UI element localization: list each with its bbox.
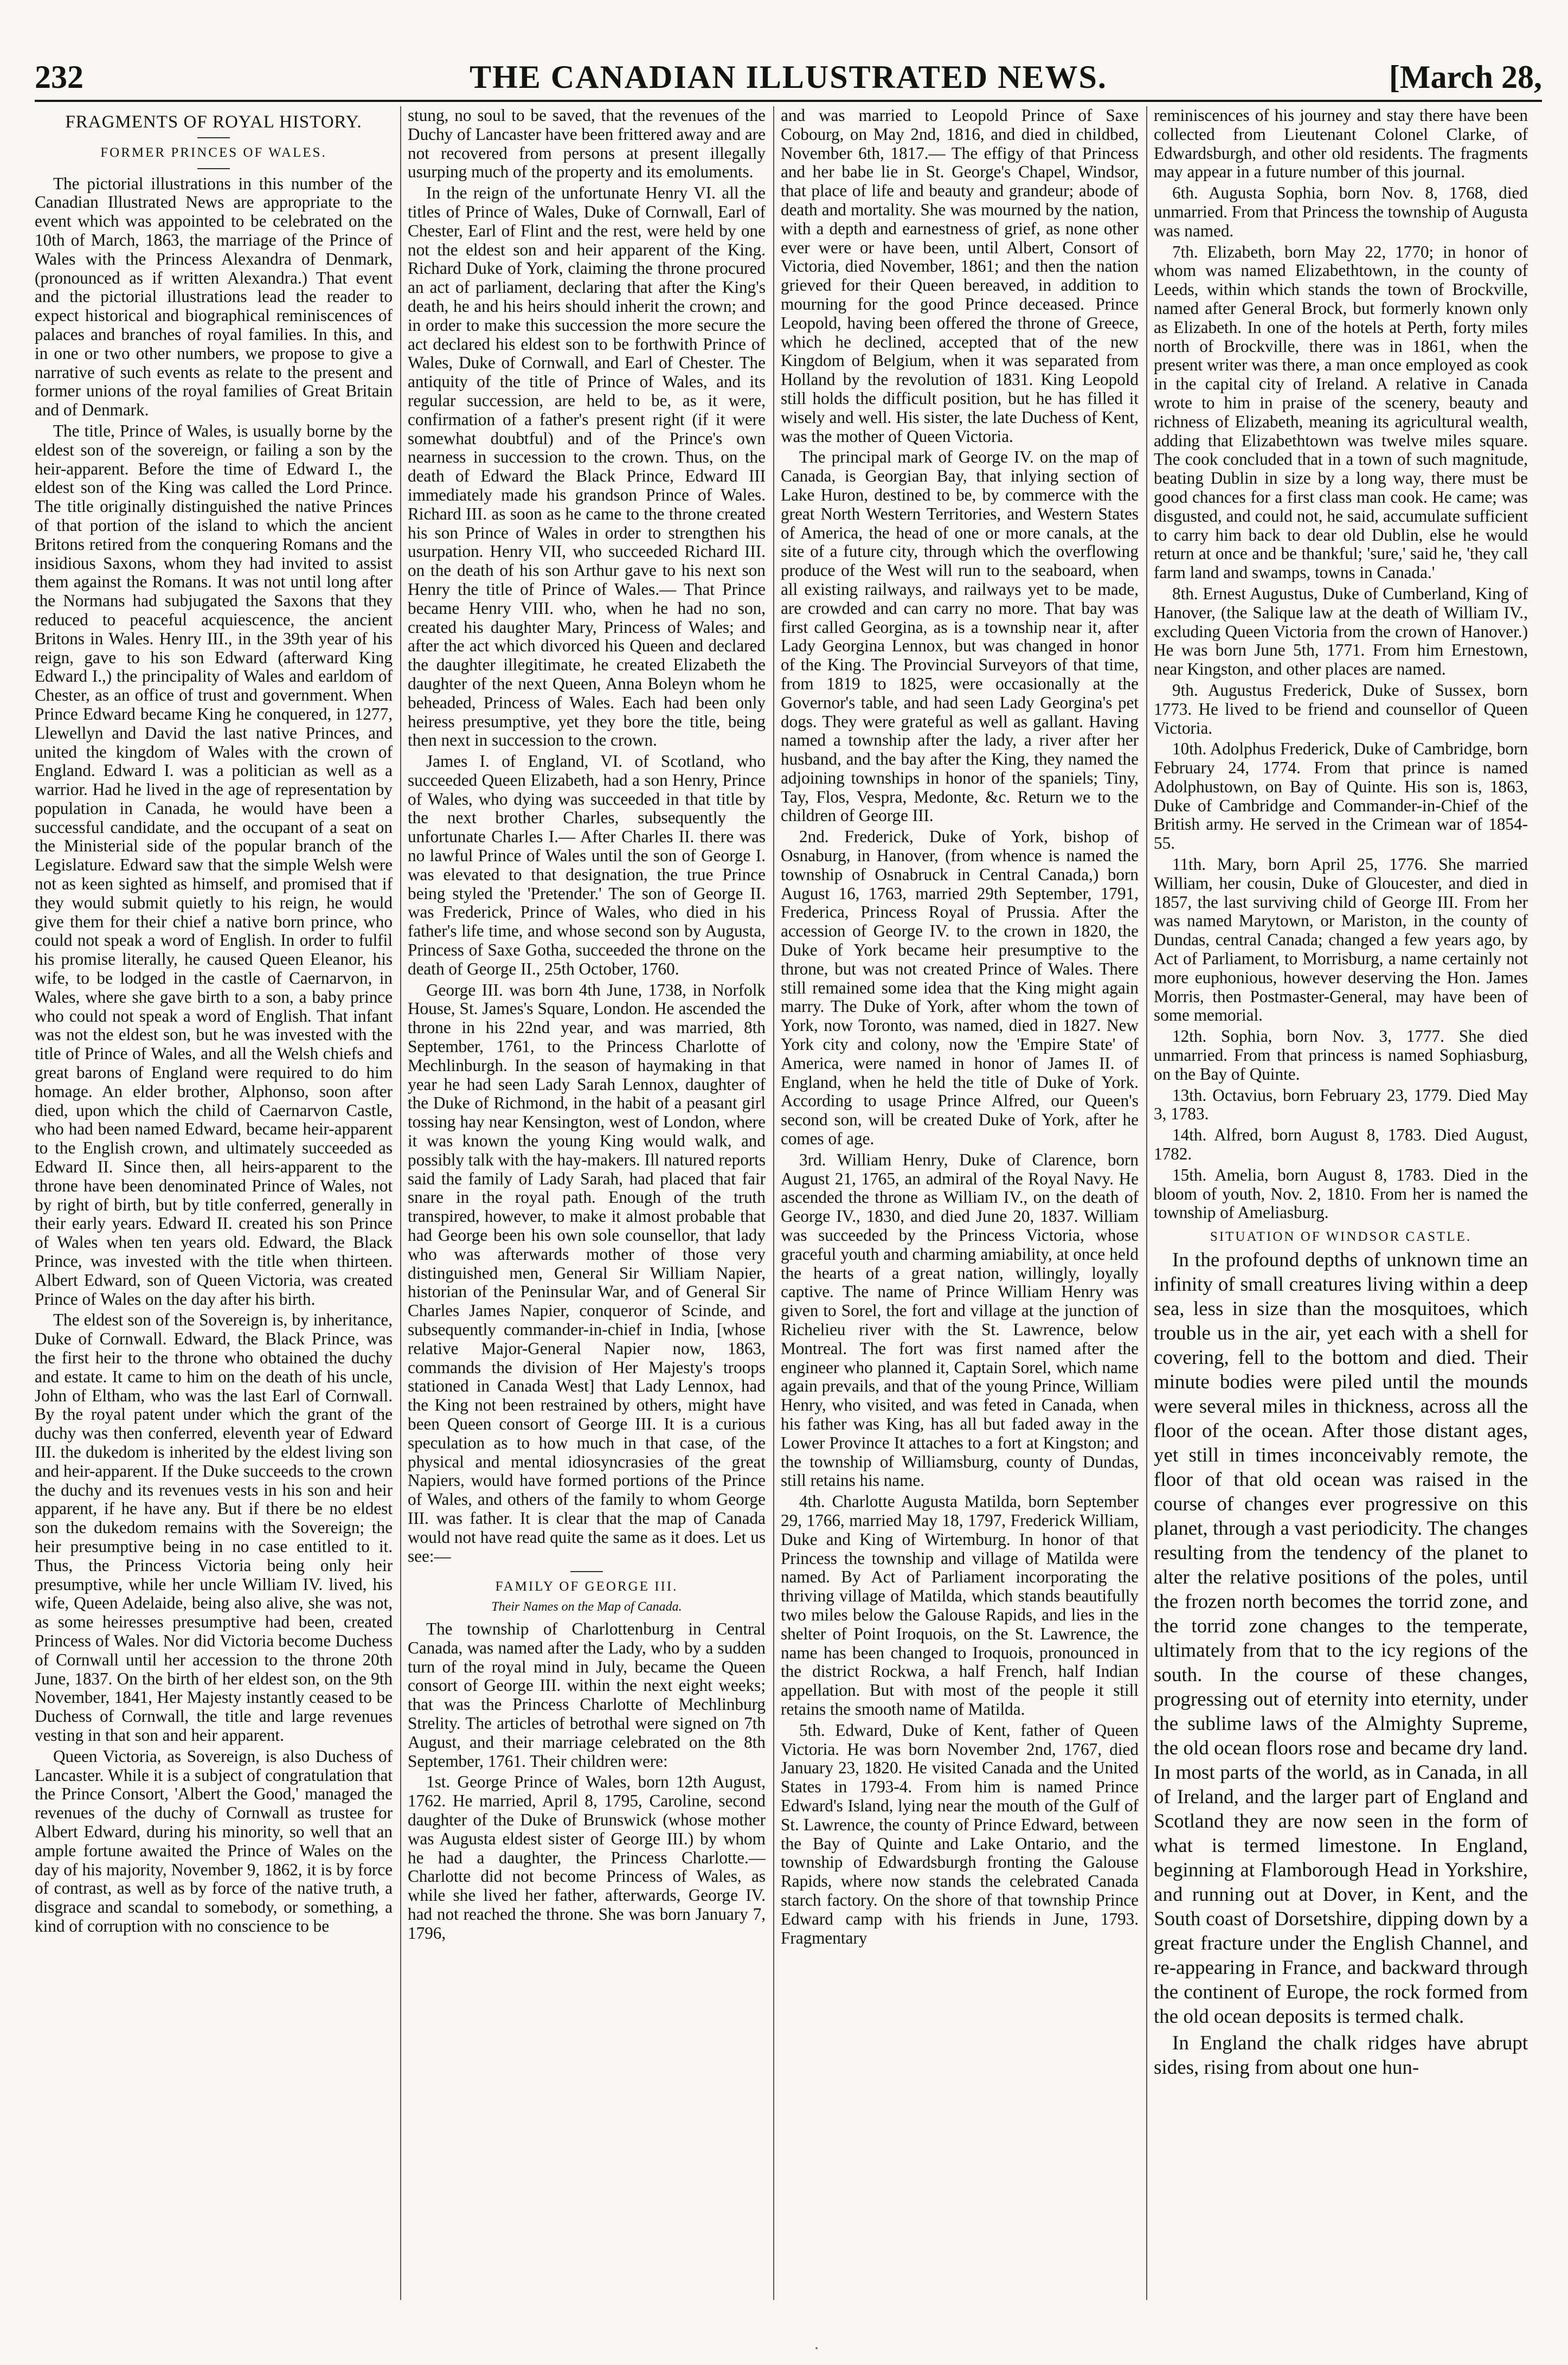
paragraph: 6th. Augusta Sophia, born Nov. 8, 1768, died unmarried. From that Princess the township of Augusta was named. (1154, 183, 1528, 240)
column-3 (781, 106, 1139, 2300)
paragraph: In the profound depths of unknown time an infinity of small creatures living within a deep sea, less in size than the mosquitoes, which trouble us in the air, yet each with a shell for covering, fell to the bottom and died. Their minute bodies were piled until the mounds were several miles in thickness, across all the floor of the ocean. After those distant ages, yet still in times inconceivably remote, the floor of that old ocean was raised in the course of changes ever progressive on this planet, through a vast periodicity. The changes resulting from the tendency of the planet to alter the relative positions of the poles, until the frozen north becomes the torrid zone, and the torrid zone changes to the temperate, ultimately from that to the icy regions of the south. In the course of these changes, progressing out of eternity into eternity, under the sublime laws of the Almighty Supreme, the old ocean floors rose and became dry land. In most parts of the world, as in Canada, in all of Ireland, and the larger part of England and Scotland they are now seen in the form of what is termed limestone. In England, beginning at Flamborough Head in Yorkshire, and running out at Dover, in Kent, and the South coast of Dorsetshire, dipping down by a great fracture under the English Channel, and re-appearing in France, and backward through the continent of Europe, the rock formed from the old ocean deposits is termed chalk. (1154, 1249, 1528, 2028)
newspaper-title: THE CANADIAN ILLUSTRATED NEWS. (470, 59, 1107, 95)
article-subheading: FORMER PRINCES OF WALES. (100, 145, 327, 160)
issue-date: [March 28, (1389, 59, 1542, 95)
paragraph: 11th. Mary, born April 25, 1776. She married William, her cousin, Duke of Gloucester, and died in 1857, the last surviving child of George III. From her was named Marytown, or Mariston, in the county of Dundas, central Canada; changed a few years ago, by Act of Parliament, to Morrisburg, a name certainly not more euphonious, however deserving the Hon. James Morris, then Postmaster-General, may have been of some memorial. (1154, 855, 1528, 1025)
paragraph: The pictorial illustrations in this number of the Canadian Illustrated News are appropriate to the event which was appointed to be celebrated on the 10th of March, 1863, the marriage of the Prince of Wales with the Princess Alexandra of Denmark, (pronounced as if written Alexandra.) That event and the pictorial illustrations lead the reader to expect historical and biographical reminiscences of palaces and branches of royal families. In this, and in one or two other numbers, we propose to give a narrative of such events as relate to the present and former unions of the royal families of Great Britain and of Denmark. (35, 174, 393, 420)
paragraph: 1st. George Prince of Wales, born 12th August, 1762. He married, April 8, 1795, Caroline, second daughter of the Duke of Brunswick (whose mother was Augusta eldest sister of George III.) by whom he had a daughter, the Princess Charlotte.— Charlotte did not become Princess of Wales, as while she lived her father, afterwards, George IV. had not reached the throne. She was born January 7, 1796, (408, 1772, 766, 1943)
paragraph: and was married to Leopold Prince of Saxe Cobourg, on May 2nd, 1816, and died in childbed, November 6th, 1817.— The effigy of that Princess and her babe lie in St. George's Chapel, Windsor, that place of life and beauty and grandeur; abode of death and mortality. She was mourned by the nation, with a depth and earnestness of grief, as none other ever were or have been, until Albert, Consort of Victoria, died November, 1861; and then the nation grieved for their Queen bereaved, in addition to mourning for the good Prince deceased. Prince Leopold, having been offered the throne of Greece, which he declined, accepted that of the new Kingdom of Belgium, when it was separated from Holland by the revolution of 1831. King Leopold still holds the difficult position, but he has filled it wisely and well. His sister, the late Duchess of Kent, was the mother of Queen Victoria. (781, 106, 1139, 446)
paragraph: 10th. Adolphus Frederick, Duke of Cambridge, born February 24, 1774. From that prince is named Adolphustown, on Bay of Quinte. His son is, 1863, Duke of Cambridge and Commander-in-Chief of the British army. He served in the Crimean war of 1854-55. (1154, 739, 1528, 853)
paragraph: In the reign of the unfortunate Henry VI. all the titles of Prince of Wales, Duke of Cornwall, Earl of Chester, Earl of Flint and the rest, were held by one not the eldest son and heir apparent of the King. Richard Duke of York, claiming the throne procured an act of parliament, declaring that after the King's death, he and his heirs should inherit the crown; and in order to make this succession the more secure the act declared his eldest son to be forthwith Prince of Wales, Duke of Cornwall, and Earl of Chester. The antiquity of the title of Prince of Wales, and its regular succession, are held to be, as it were, confirmation of a father's present right (if it were somewhat doubtful) and of the Prince's own nearness in succession to the crown. Thus, on the death of Edward the Black Prince, Edward III immediately made his grandson Prince of Wales. Richard III. as soon as he came to the throne created his son Prince of Wales in order to strengthen his usurpation. Henry VII, who succeeded Richard III. on the death of his son Arthur gave to his next son Henry the title of Prince of Wales.— That Prince became Henry VIII. who, when he had no son, created his daughter Mary, Princess of Wales; and after the act which divorced his Queen and declared the daughter illegitimate, he created Elizabeth the daughter of the next Queen, Anna Boleyn whom he beheaded, Princess of Wales. Each had been only heiress presumptive, yet they bore the title, being then next in succession to the crown. (408, 183, 766, 750)
paragraph: 14th. Alfred, born August 8, 1783. Died August, 1782. (1154, 1125, 1528, 1164)
paragraph: Queen Victoria, as Sovereign, is also Duchess of Lancaster. While it is a subject of congratulation that the Prince Consort, 'Albert the Good,' managed the revenues of the duchy of Cornwall as trustee for Albert Edward, during his minority, so well that an ample fortune awaited the Prince of Wales on the day of his majority, November 9, 1862, it is by force of contrast, as well as by force of the native truth, a disgrace and scandal to somebody, or something, a kind of corruption with no conscience to be (35, 1746, 393, 1935)
column-2 (408, 106, 766, 2300)
paragraph: The title, Prince of Wales, is usually borne by the eldest son of the sovereign, or failing a son by the heir-apparent. Before the time of Edward I., the eldest son of the King was called the Lord Prince. The title originally distinguished the native Princes of that portion of the island to which the ancient Britons retired from the conquering Romans and the insidious Saxons, whom they had invited to assist them against the Romans. It was not until long after the Normans had subjugated the Saxons that they reduced to peaceful acquiescence, the ancient Britons in Wales. Henry III., in the 39th year of his reign, gave to his son Edward (afterward King Edward I.,) the principality of Wales and earldom of Chester, as an office of trust and government. When Prince Edward became King he conquered, in 1277, Llewellyn and David the last native Princes, and united the kingdom of Wales with the crown of England. Edward I. was a politician as well as a warrior. Had he lived in the age of representation by population in Canada, he would have been a successful candidate, and the occupant of a seat on the Ministerial side of the popular branch of the Legislature. Edward saw that the simple Welsh were not as keen sighted as himself, and promised that if they would submit quietly to his reign, he would give them for their chief a native born prince, who could not speak a word of English. In order to fulfil his promise literally, he caused Queen Eleanor, his wife, to be lodged in the castle of Caernarvon, in Wales, where she gave birth to a son, a baby prince who could not speak a word of English. That infant was not the eldest son, but he was invested with the title of Prince of Wales, and all the Welsh chiefs and great barons of England were required to do him homage. An elder brother, Alphonso, soon after died, upon which the child of Caernarvon Castle, who had been named Edward, became heir-apparent to the English crown, and ultimately succeeded as Edward II. Since then, all heirs-apparent to the throne have been denominated Prince of Wales, not by right of birth, but by title conferred, generally in their early years. Edward II. created his son Prince of Wales when ten years old. Edward, the Black Prince, was invested with the title when thirteen. Albert Edward, son of Queen Victoria, was created Prince of Wales on the day after his birth. (35, 421, 393, 1309)
column-rule (400, 106, 401, 2300)
paragraph: 12th. Sophia, born Nov. 3, 1777. She died unmarried. From that princess is named Sophiasburg, on the Bay of Quinte. (1154, 1027, 1528, 1084)
column-1 (35, 106, 393, 2300)
divider (197, 137, 230, 138)
section-subheading: Their Names on the Map of Canada. (491, 1600, 682, 1614)
paragraph: George III. was born 4th June, 1738, in Norfolk House, St. James's Square, London. He ascended the throne in his 22nd year, and was married, 8th September, 1761, to the Princess Charlotte of Mechlinburgh. In the season of haymaking in that year he had seen Lady Sarah Lennox, daughter of the Duke of Richmond, in the habit of a peasant girl tossing hay near Kensington, west of London, where it was known the young King would walk, and possibly talk with the hay-makers. Ill natured reports said the family of Lady Sarah, had placed that fair snare in the royal path. Enough of the truth transpired, however, to make it almost probable that had George been his own sole counsellor, that lady who was afterwards mother of those very distinguished men, General Sir William Napier, historian of the Peninsular War, and of General Sir Charles James Napier, conqueror of Scinde, and subsequently commander-in-chief in India, [whose relative Major-General Napier now, 1863, commands the division of Her Majesty's troops stationed in Canada West] that Lady Lennox, had the King not been restrained by others, might have been Queen consort of George III. It is a curious speculation as to how much in that case, of the physical and mental idiosyncrasies of the great Napiers, would have formed portions of the Prince of Wales, and others of the family to whom George III. was father. It is clear that the map of Canada would not have read quite the same as it does. Let us see:— (408, 980, 766, 1566)
paragraph: The township of Charlottenburg in Central Canada, was named after the Lady, who by a sudden turn of the royal mind in July, became the Queen consort of George III. within the next eight weeks; that was the Princess Charlotte of Mechlinburg Strelity. The articles of betrothal were signed on 7th August, and their marriage celebrated on the 8th September, 1761. Their children were: (408, 1619, 766, 1771)
paragraph: 13th. Octavius, born February 23, 1779. Died May 3, 1783. (1154, 1085, 1528, 1124)
paragraph: James I. of England, VI. of Scotland, who succeeded Queen Elizabeth, had a son Henry, Prince of Wales, who dying was succeeded in that title by the next brother Charles, subsequently the unfortunate Charles I.— After Charles II. there was no lawful Prince of Wales until the son of George I. was elevated to that designation, the true Prince being styled the 'Pretender.' The son of George II. was Frederick, Prince of Wales, who died in his father's life time, and whose second son by Augusta, Princess of Saxe Gotha, succeeded the throne on the death of George II., 25th October, 1760. (408, 752, 766, 978)
paragraph: reminiscences of his journey and stay there have been collected from Lieutenant Colonel Clarke, of Edwardsburgh, and other old residents. The fragments may appear in a future number of this journal. (1154, 106, 1528, 182)
paragraph: 7th. Elizabeth, born May 22, 1770; in honor of whom was named Elizabethtown, in the county of Leeds, within which stands the town of Brockville, named after General Brock, but formerly known only as Elizabeth. In one of the hotels at Perth, forty miles north of Brockville, there was in 1861, when the present writer was there, a man once employed as cook in the capital city of Ireland. A relative in Canada wrote to him in praise of the scenery, beauty and richness of Elizabeth, meaning its agricultural wealth, adding that Elizabethtown was twelve miles square. The cook concluded that in a town of such magnitude, beating Dublin in size by a long way, there must be good chances for a first class man cook. He came; was disgusted, and could not, he said, accumulate sufficient to carry him back to dear old Dublin, else he would return at once and be thankful; 'sure,' said he, 'they call farm land and swamps, towns in Canada.' (1154, 242, 1528, 582)
paragraph: 2nd. Frederick, Duke of York, bishop of Osnaburg, in Hanover, (from whence is named the township of Osnabruck in Central Canada,) born August 16, 1763, married 29th September, 1791, Frederica, Princess Royal of Prussia. After the accession of George IV. to the crown in 1820, the Duke of York became heir presumptive to the throne, but was not created Prince of Wales. There still remained some idea that the King might again marry. The Duke of York, after whom the town of York, now Toronto, was named, died in 1827. New York city and colony, now the 'Empire State' of America, were named in honor of James II. of England, when he held the title of Duke of York. According to usage Prince Alfred, our Queen's second son, will be created Duke of York, after he comes of age. (781, 827, 1139, 1149)
column-4 (1154, 106, 1528, 2300)
paragraph: 15th. Amelia, born August 8, 1783. Died in the bloom of youth, Nov. 2, 1810. From her is named the township of Ameliasburg. (1154, 1165, 1528, 1222)
column-rule (1146, 106, 1147, 2300)
divider (197, 168, 230, 169)
paragraph: The eldest son of the Sovereign is, by inheritance, Duke of Cornwall. Edward, the Black Prince, was the first heir to the throne who obtained the duchy and estate. It came to him on the death of his uncle, John of Eltham, who was the last Earl of Cornwall. By the royal patent under which the grant of the duchy was then conferred, eleventh year of Edward III. the dukedom is inherited by the eldest living son and heir-apparent. If the Duke succeeds to the crown the duchy and its revenues vests in his son and heir apparent, if he have any. But if there be no eldest son the dukedom remains with the Sovereign; the heir presumptive being in no case entitled to it. Thus, the Princess Victoria being only heir presumptive, while her uncle William IV. lived, his wife, Queen Adelaide, being also alive, she was not, as some heiresses presumptive had been, created Princess of Wales. Nor did Victoria become Duchess of Cornwall until her accession to the throne 20th June, 1837. On the birth of her eldest son, on the 9th November, 1841, Her Majesty instantly ceased to be Duchess of Cornwall, the title and large revenues vesting in that son and heir apparent. (35, 1310, 393, 1745)
paragraph: 5th. Edward, Duke of Kent, father of Queen Victoria. He was born November 2nd, 1767, died January 23, 1820. He visited Canada and the United States in 1793-4. From him is named Prince Edward's Island, lying near the mouth of the Gulf of St. Lawrence, the county of Prince Edward, between the Bay of Quinte and Lake Ontario, and the township of Edwardsburgh fronting the Galouse Rapids, where now stands the celebrated Canada starch factory. On the shore of that township Prince Edward camp with his friends in June, 1793. Fragmentary (781, 1720, 1139, 1947)
section-heading: FAMILY OF GEORGE III. (495, 1579, 678, 1594)
article-heading: FRAGMENTS OF ROYAL HISTORY. (65, 112, 362, 132)
masthead (35, 59, 1542, 102)
section-heading: SITUATION OF WINDSOR CASTLE. (1210, 1229, 1472, 1245)
paragraph: stung, no soul to be saved, that the revenues of the Duchy of Lancaster have been frittered away and are not recovered from persons at present illegally usurping much of the property and its emoluments. (408, 106, 766, 182)
header-rule (35, 100, 1542, 102)
divider (570, 1571, 603, 1572)
paragraph: The principal mark of George IV. on the map of Canada, is Georgian Bay, that inlying section of Lake Huron, destined to be, by commerce with the great North Western Territories, and Western States of America, the head of one or more canals, at the site of a future city, through which the overflowing produce of the West will run to the seaboard, when all existing railways, and railways yet to be made, are crowded and can carry no more. That bay was first called Georgina, as is a township near it, after Lady Georgina Lennox, but was changed in honor of the King. The Provincial Surveyors of that time, from 1819 to 1825, were occasionally at the Governor's table, and had seen Lady Georgina's pet dogs. They were grateful as well as gallant. Having named a township after the lady, a river after her husband, and the bay after the King, they named the adjoining townships in honor of the spaniels; Tiny, Tay, Flos, Vespra, Medonte, &c. Return we to the children of George III. (781, 447, 1139, 825)
paragraph: 8th. Ernest Augustus, Duke of Cumberland, King of Hanover, (the Salique law at the death of William IV., excluding Queen Victoria from the crown of Hanover.) He was born June 5th, 1771. From him Ernestown, near Kingston, and other places are named. (1154, 584, 1528, 679)
column-rule (773, 106, 774, 2300)
paragraph: 9th. Augustus Frederick, Duke of Sussex, born 1773. He lived to be friend and counsellor of Queen Victoria. (1154, 680, 1528, 738)
print-speck (815, 2347, 818, 2349)
paragraph: In England the chalk ridges have abrupt sides, rising from about one hun- (1154, 2032, 1528, 2079)
paragraph: 3rd. William Henry, Duke of Clarence, born August 21, 1765, an admiral of the Royal Navy. He ascended the throne as William IV., on the death of George IV., 1830, and died June 20, 1837. William was succeeded by the Princess Victoria, whose graceful youth and charming amiability, at once held the hearts of a great nation, willingly, loyally captive. The name of Prince William Henry was given to Sorel, the fort and village at the junction of Richelieu river with the St. Lawrence, below Montreal. The fort was first named after the engineer who planned it, Captain Sorel, which name again prevails, and that of the young Prince, William Henry, who visited, and was feted in Canada, when his father was King, has all but faded away in the Lower Province It attaches to a fort at Kingston; and the township of Williamsburg, county of Dundas, still retains his name. (781, 1150, 1139, 1490)
paragraph: 4th. Charlotte Augusta Matilda, born September 29, 1766, married May 18, 1797, Frederick William, Duke and King of Wirtemburg. In honor of that Princess the township and village of Matilda were named. By Act of Parliament incorporating the thriving village of Matilda, which stands beautifully two miles below the Galouse Rapids, and lies in the shelter of Point Iroquois, on the St. Lawrence, the name has been changed to Iroquois, pronounced in the district Rockwa, a half French, half Indian appellation. But with most of the people it still retains the smooth name of Matilda. (781, 1492, 1139, 1719)
page-number: 232 (35, 59, 83, 95)
